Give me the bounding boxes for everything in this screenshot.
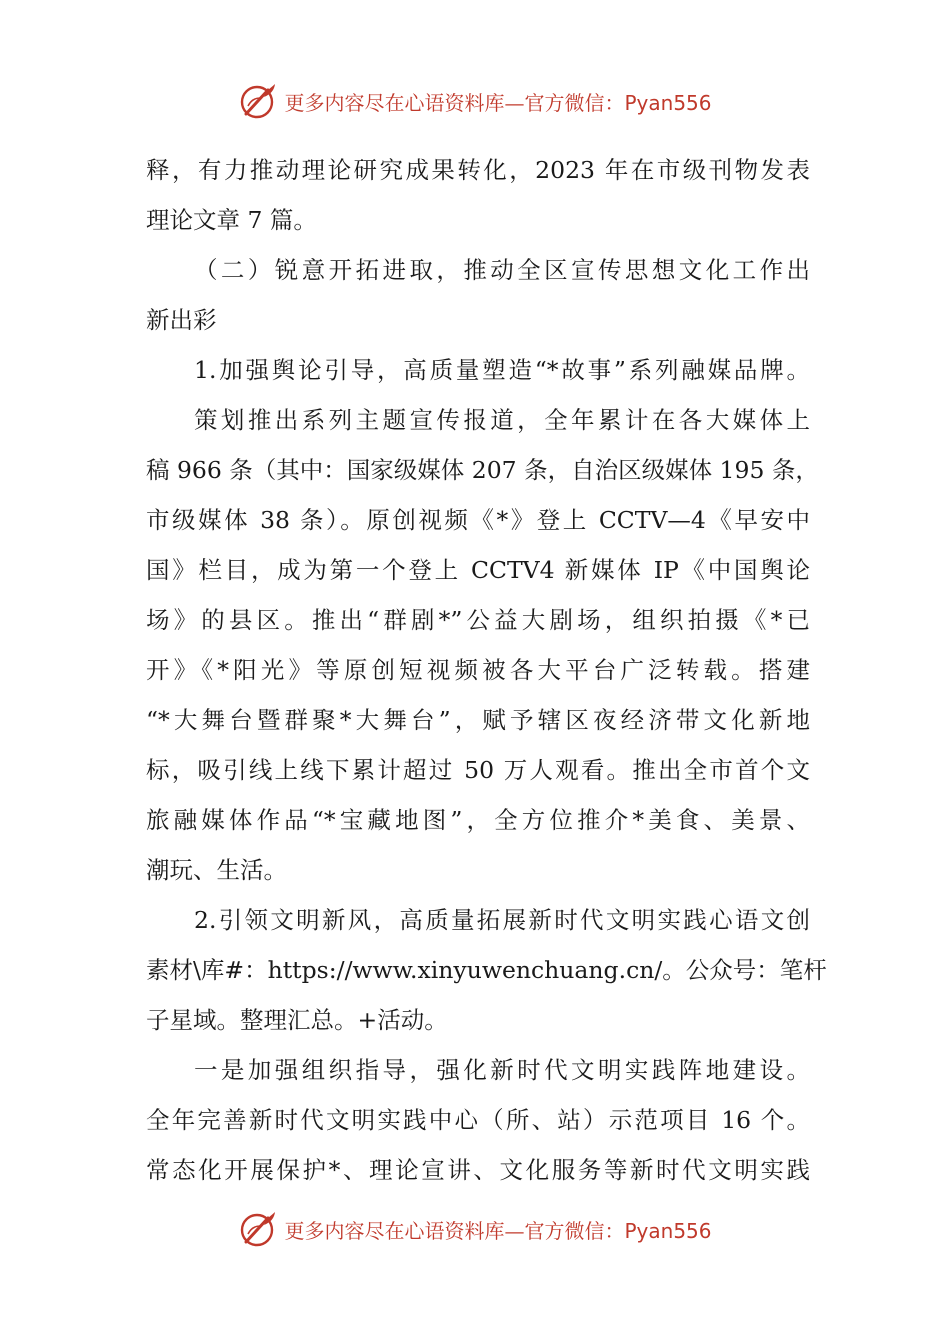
banner-slogan: 更多内容尽在心语资料库—官方微信： xyxy=(284,1218,625,1243)
body-line: 策划推出系列主题宣传报道，全年累计在各大媒体上 xyxy=(194,406,810,434)
body-line: 稿 966 条（其中：国家级媒体 207 条，自治区级媒体 195 条， xyxy=(146,456,819,484)
section-heading-cont: 新出彩 xyxy=(146,306,217,334)
body-line: 释，有力推动理论研究成果转化，2023 年在市级刊物发表 xyxy=(146,156,810,184)
banner-text xyxy=(284,1215,711,1244)
body-line: 素材\库#：https://www.xinyuwenchuang.cn/。公众号：笔杆 xyxy=(146,956,827,984)
body-line: 潮玩、生活。 xyxy=(146,856,287,884)
body-line: 常态化开展保护*、理论宣讲、文化服务等新时代文明实践 xyxy=(146,1156,810,1184)
body-line: 全年完善新时代文明实践中心（所、站）示范项目 16 个。 xyxy=(146,1106,810,1134)
footer-banner xyxy=(0,1206,950,1252)
body-line: 市级媒体 38 条）。原创视频《*》登上 CCTV—4《早安中 xyxy=(146,506,810,534)
banner-text xyxy=(284,87,711,116)
body-line: 理论文章 7 篇。 xyxy=(146,206,317,234)
quill-logo-icon xyxy=(238,81,278,121)
body-line: 子星域。整理汇总。+活动。 xyxy=(146,1006,448,1034)
document-body xyxy=(146,145,827,1195)
body-line: 国》栏目，成为第一个登上 CCTV4 新媒体 IP《中国舆论 xyxy=(146,556,810,584)
quill-logo-icon xyxy=(238,1209,278,1249)
banner-wechat-id: Pyan556 xyxy=(624,90,712,115)
banner-slogan: 更多内容尽在心语资料库—官方微信： xyxy=(284,90,625,115)
subsection-heading: 2.引领文明新风，高质量拓展新时代文明实践心语文创 xyxy=(194,906,810,934)
header-banner xyxy=(0,78,950,124)
body-line: 旅融媒体作品“*宝藏地图”，全方位推介*美食、美景、 xyxy=(146,806,810,834)
body-line: 标，吸引线上线下累计超过 50 万人观看。推出全市首个文 xyxy=(146,756,810,784)
body-line: 一是加强组织指导，强化新时代文明实践阵地建设。 xyxy=(194,1056,810,1084)
body-line: 场》的县区。推出“群剧*”公益大剧场，组织拍摄《*已 xyxy=(146,606,810,634)
banner-wechat-id: Pyan556 xyxy=(624,1218,712,1243)
subsection-heading: 1.加强舆论引导，高质量塑造“*故事”系列融媒品牌。 xyxy=(194,356,810,384)
footer-banner-inner xyxy=(238,1209,711,1249)
body-line: 开》《*阳光》等原创短视频被各大平台广泛转载。搭建 xyxy=(146,656,810,684)
section-heading: （二）锐意开拓进取，推动全区宣传思想文化工作出 xyxy=(194,256,810,284)
body-line: “*大舞台暨群聚*大舞台”，赋予辖区夜经济带文化新地 xyxy=(146,706,810,734)
header-banner-inner xyxy=(238,81,711,121)
